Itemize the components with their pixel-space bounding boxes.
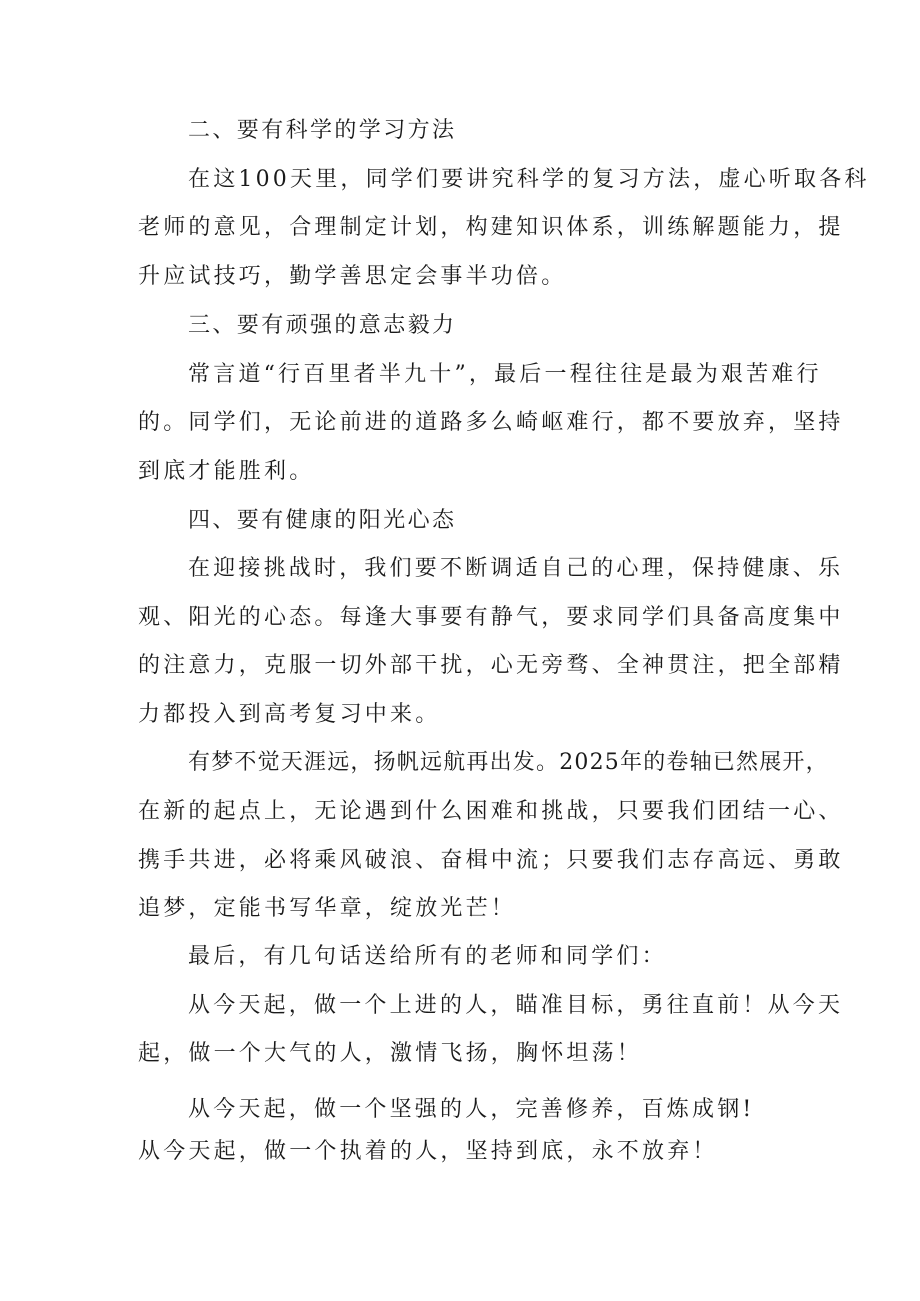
paragraph-line: 携手共进，必将乘风破浪、奋楫中流；只要我们志存高远、勇敢	[138, 848, 844, 873]
paragraph-line: 追梦，定能书写华章，绽放光芒！	[138, 896, 517, 921]
section-heading-4: 四、要有健康的阳光心态	[188, 508, 457, 533]
paragraph-line: 在新的起点上，无论遇到什么困难和挑战，只要我们团结一心、	[138, 799, 844, 824]
section-heading-3: 三、要有顽强的意志毅力	[188, 313, 457, 338]
paragraph-line: 老师的意见，合理制定计划，构建知识体系，训练解题能力，提	[138, 215, 844, 240]
section-heading-2: 二、要有科学的学习方法	[188, 118, 457, 143]
paragraph-line: 力都投入到高考复习中来。	[138, 702, 441, 727]
paragraph-line: 有梦不觉天涯远，扬帆远航再出发。2025年的卷轴已然展开，	[188, 750, 829, 775]
paragraph-line: 的。同学们，无论前进的道路多么崎岖难行，都不要放弃，坚持	[138, 410, 844, 435]
paragraph-line: 升应试技巧，勤学善思定会事半功倍。	[138, 264, 567, 289]
paragraph-line: 起，做一个大气的人，激情飞扬，胸怀坦荡！	[138, 1041, 643, 1066]
paragraph-line: 从今天起，做一个上进的人，瞄准目标，勇往直前！从今天	[188, 993, 844, 1018]
paragraph-line: 到底才能胜利。	[138, 459, 315, 484]
paragraph-line: 常言道“行百里者半九十”，最后一程往往是最为艰苦难行	[188, 362, 822, 387]
paragraph-line: 从今天起，做一个坚强的人，完善修养，百炼成钢!	[188, 1097, 755, 1122]
paragraph-line: 在迎接挑战时，我们要不断调适自己的心理，保持健康、乐	[188, 556, 844, 581]
paragraph-line: 从今天起，做一个执着的人，坚持到底，永不放弃！	[138, 1139, 718, 1164]
paragraph-line: 在这100天里，同学们要讲究科学的复习方法，虚心听取各科	[188, 167, 870, 192]
paragraph-line: 的注意力，克服一切外部干扰，心无旁骛、全神贯注，把全部精	[138, 653, 844, 678]
paragraph-line: 观、阳光的心态。每逢大事要有静气，要求同学们具备高度集中	[138, 605, 844, 630]
paragraph-line: 最后，有几句话送给所有的老师和同学们：	[188, 944, 667, 969]
